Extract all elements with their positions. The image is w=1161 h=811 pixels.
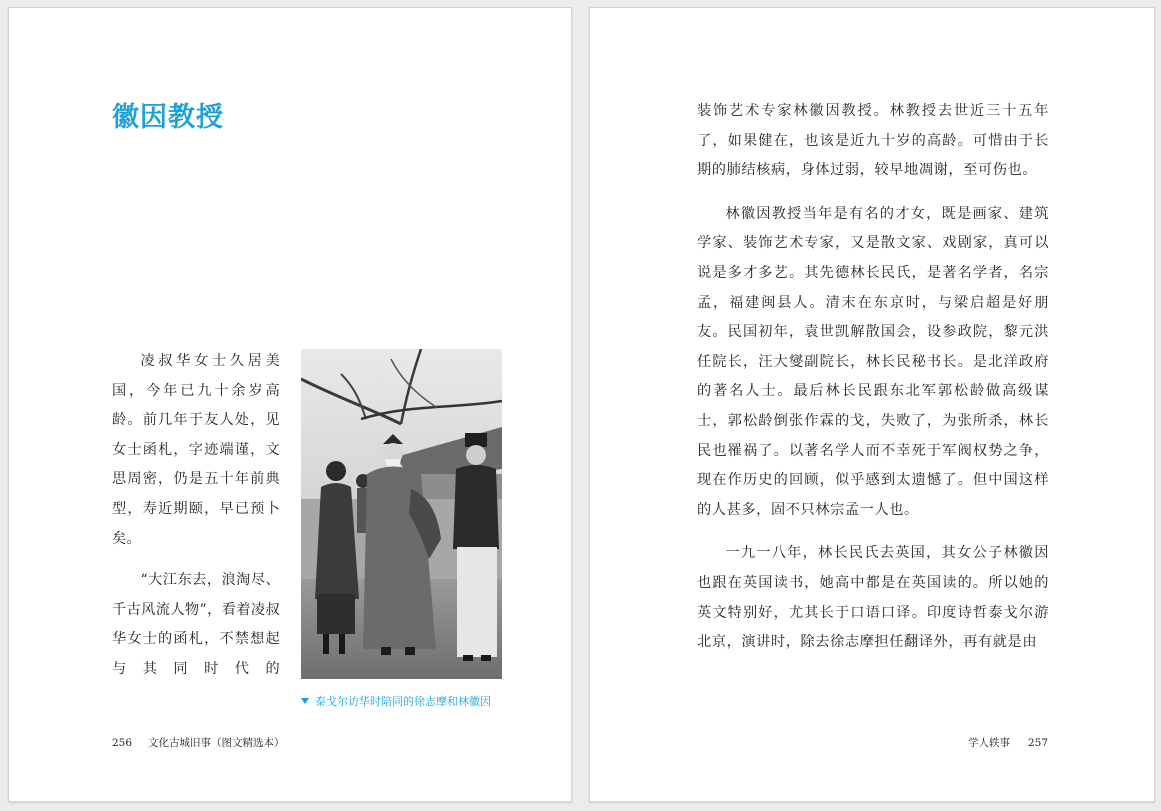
left-body-text: [112, 347, 280, 697]
body-paragraph: “大江东去，浪淘尽、千古风流人物”，看着凌叔华女士的函札，不禁想起与其同时代的: [112, 572, 280, 677]
right-page-number: 257: [1027, 737, 1048, 749]
left-page: [8, 7, 572, 802]
chapter-title: 徽因教授: [112, 102, 224, 133]
photo-caption-text: 泰戈尔访华时陪同的徐志摩和林徽因: [315, 695, 491, 708]
right-body-text: [697, 97, 1049, 672]
left-page-number: 256: [112, 737, 133, 749]
body-paragraph: 装饰艺术专家林徽因教授。林教授去世近三十五年了，如果健在，也该是近九十岁的高龄。可惜由于长期的肺结核病，身体过弱，较早地凋谢，至可伤也。: [697, 103, 1049, 179]
body-paragraph: 林徽因教授当年是有名的才女，既是画家、建筑学家、装饰艺术专家，又是散文家、戏剧家，真可以说是多才多艺。其先德林长民氏，是著名学者，名宗孟，福建闽县人。清末在东京时，与梁启超是好朋友。民国初年，袁世凯解散国会，设参政院，黎元洪任院长，汪大燮副院长，林长民秘书长。是北洋政府的著名人士。最后林长民跟东北军郭松龄做高级谋士，郭松龄倒张作霖的戈，失败了，为张所杀，林长民也罹祸了。以著名学人而不幸死于军阀权势之争，现在作历史的回顾，似乎感到太遗憾了。但中国这样的人甚多，固不只林宗孟一人也。: [697, 205, 1049, 518]
body-paragraph: 一九一八年，林长民氏去英国，其女公子林徽因也跟在英国读书，她高中都是在英国读的。所以她的英文特别好，尤其长于口语口译。印度诗哲泰戈尔游北京，演讲时，除去徐志摩担任翻译外，再有就是由: [697, 545, 1049, 651]
caption-marker-icon: [301, 698, 309, 704]
running-head-book-title: 文化古城旧事（图文精选本）: [148, 737, 285, 749]
archival-photograph-icon: [301, 349, 502, 679]
historical-photo: [301, 349, 502, 679]
photo-caption: [301, 694, 491, 710]
running-head-section-title: 学人轶事: [967, 737, 1010, 749]
body-paragraph: 凌叔华女士久居美国，今年已九十余岁高龄。前几年于友人处，见女士函札，字迹端谨，文思周密，仍是五十年前典型，寿近期颐，早已预卜矣。: [112, 353, 280, 547]
right-folio: [968, 735, 1048, 750]
left-folio: [112, 735, 285, 750]
right-page: [589, 7, 1155, 802]
